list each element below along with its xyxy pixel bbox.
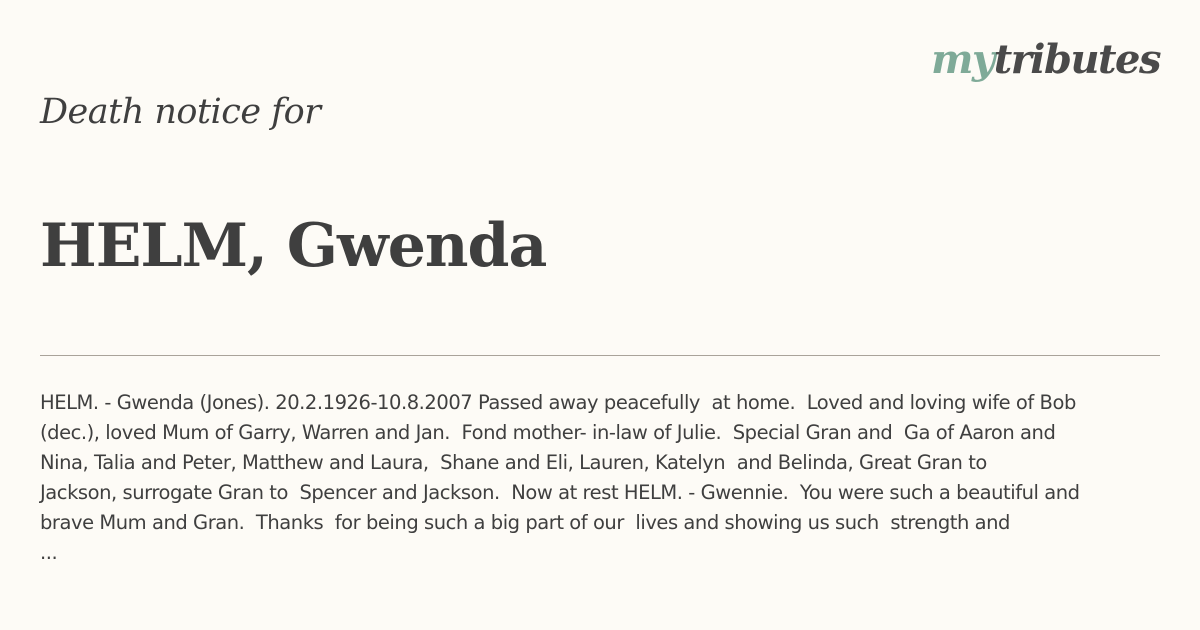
notice-text-line: Nina, Talia and Peter, Matthew and Laura, Shane and Eli, Lauren, Katelyn and Belinda, Great Gran to — [40, 451, 987, 474]
notice-kicker: Death notice for — [40, 92, 321, 132]
notice-text — [40, 388, 1160, 568]
logo-part-my: my — [931, 36, 994, 83]
deceased-name: HELM, Gwenda — [40, 211, 547, 281]
notice-text-line: (dec.), loved Mum of Garry, Warren and Jan. Fond mother- in-law of Julie. Special Gran and Ga of Aaron and — [40, 421, 1056, 444]
mytributes-logo[interactable] — [931, 34, 1160, 86]
notice-text-line: Jackson, surrogate Gran to Spencer and Jackson. Now at rest HELM. - Gwennie. You were such a beautiful and — [40, 481, 1080, 504]
notice-text-line: HELM. - Gwenda (Jones). 20.2.1926-10.8.2007 Passed away peacefully at home. Loved and loving wife of Bob — [40, 391, 1076, 414]
notice-text-ellipsis: ... — [40, 541, 58, 564]
logo-part-tributes: tributes — [993, 36, 1160, 83]
divider — [40, 355, 1160, 356]
notice-text-line: brave Mum and Gran. Thanks for being such a big part of our lives and showing us such strength and — [40, 511, 1010, 534]
